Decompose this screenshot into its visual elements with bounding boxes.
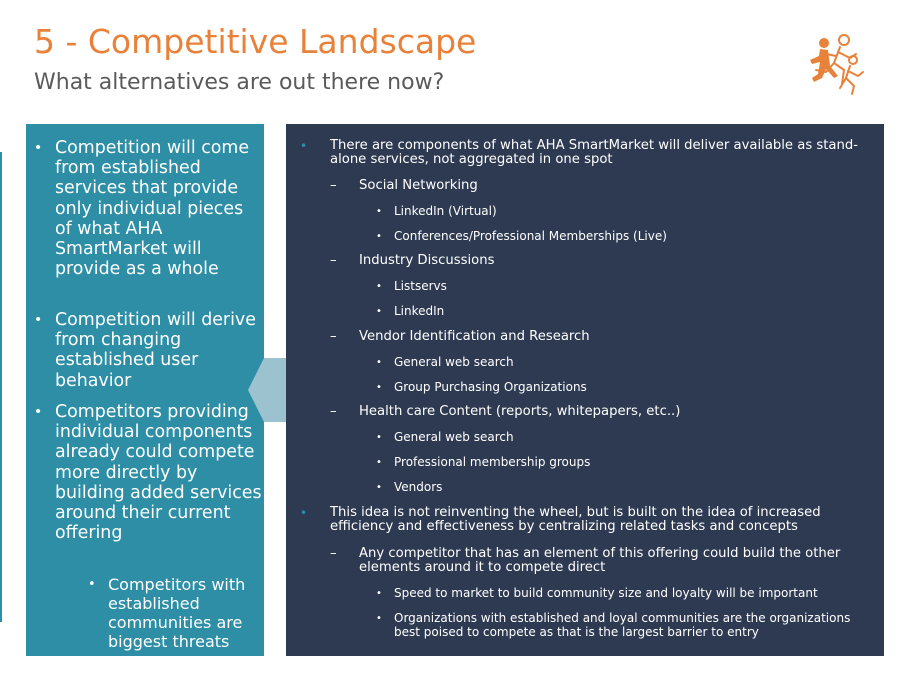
dash-icon: –: [330, 404, 337, 419]
left-accent-line: [0, 152, 2, 622]
left-bullet-1: [34, 138, 262, 279]
bullet-dot-icon: •: [376, 457, 382, 468]
left-bullet-text: Competition will come from established services that provide only individual pieces of what AHA SmartMarket will provide as a whole: [55, 138, 250, 280]
detail-item: [376, 430, 880, 445]
dash-icon: –: [330, 178, 337, 193]
detail-item-text: Speed to market to build community size and loyalty will be important: [394, 586, 818, 600]
running-people-icon: [800, 30, 866, 96]
bullet-dot-icon: •: [34, 140, 43, 156]
left-bullet-2: [34, 310, 262, 391]
detail-item-text: Vendors: [394, 480, 443, 494]
bullet-dot-icon: •: [34, 312, 43, 328]
detail-item: [376, 380, 880, 395]
detail-sub-social: [330, 178, 879, 193]
left-bullet-text: Competition will derive from changing established user behavior: [55, 310, 256, 391]
dash-icon: –: [330, 546, 337, 561]
detail-bullet-components: [300, 138, 880, 168]
detail-item-text: General web search: [394, 355, 514, 369]
left-sub-bullet-text: Competitors with established communities are biggest threats: [108, 575, 246, 651]
bullet-dot-icon: •: [376, 382, 382, 393]
detail-sub-health: [330, 404, 879, 419]
detail-bullet-text: There are components of what AHA SmartMarket will deliver available as stand-alone services, not aggregated in one spot: [330, 138, 858, 168]
detail-item: [376, 229, 880, 244]
detail-item-text: LinkedIn (Virtual): [394, 204, 497, 218]
bullet-dot-icon: •: [300, 139, 308, 153]
bullet-dot-icon: •: [300, 506, 308, 520]
bullet-dot-icon: •: [376, 613, 382, 624]
detail-sub-industry: [330, 253, 879, 268]
bullet-dot-icon: •: [376, 206, 382, 217]
connector-arrow-icon: [248, 356, 288, 424]
detail-sub-text: Social Networking: [359, 178, 478, 193]
detail-item: [376, 204, 880, 219]
dash-icon: –: [330, 253, 337, 268]
right-detail-panel: [286, 124, 884, 656]
left-summary-panel: [26, 124, 264, 656]
detail-sub-vendor: [330, 329, 879, 344]
left-bullet-3: [34, 402, 262, 543]
detail-sub-text: Health care Content (reports, whitepapers, etc..): [359, 404, 681, 419]
detail-item-text: Professional membership groups: [394, 455, 591, 469]
detail-item-text: Listservs: [394, 279, 447, 293]
detail-item-text: LinkedIn: [394, 304, 445, 318]
detail-bullet-idea: [300, 505, 880, 535]
left-bullet-text: Competitors providing individual components already could compete more directly by building added services around their current offering: [55, 402, 262, 544]
bullet-dot-icon: •: [376, 482, 382, 493]
detail-item: [376, 586, 880, 601]
slide-subtitle: What alternatives are out there now?: [34, 70, 445, 95]
detail-item: [376, 279, 880, 294]
bullet-dot-icon: •: [376, 306, 382, 317]
detail-sub-text: Vendor Identification and Research: [359, 329, 590, 344]
detail-sub-competitor: [330, 546, 879, 576]
slide-title: 5 - Competitive Landscape: [34, 22, 477, 61]
bullet-dot-icon: •: [376, 588, 382, 599]
detail-item: [376, 355, 880, 370]
bullet-dot-icon: •: [376, 432, 382, 443]
bullet-dot-icon: •: [376, 281, 382, 292]
detail-bullet-text: This idea is not reinventing the wheel, but is built on the idea of increased efficiency and effectiveness by centralizing related tasks and concepts: [330, 505, 821, 535]
bullet-dot-icon: •: [376, 357, 382, 368]
detail-item-text: Group Purchasing Organizations: [394, 380, 587, 394]
detail-item: [376, 304, 880, 319]
detail-item: [376, 480, 880, 495]
detail-sub-text: Any competitor that has an element of this offering could build the other elements around it to compete direct: [359, 546, 841, 576]
detail-item: [376, 611, 880, 639]
detail-item-text: General web search: [394, 430, 514, 444]
dash-icon: –: [330, 329, 337, 344]
bullet-dot-icon: •: [376, 231, 382, 242]
detail-item: [376, 455, 880, 470]
bullet-dot-icon: •: [34, 404, 43, 420]
detail-sub-text: Industry Discussions: [359, 253, 495, 268]
left-sub-bullet: [88, 575, 264, 651]
bullet-dot-icon: •: [88, 577, 96, 592]
detail-item-text: Organizations with established and loyal communities are the organizations best poised to compete as that is the largest barrier to entry: [394, 611, 851, 639]
detail-item-text: Conferences/Professional Memberships (Live): [394, 229, 667, 243]
